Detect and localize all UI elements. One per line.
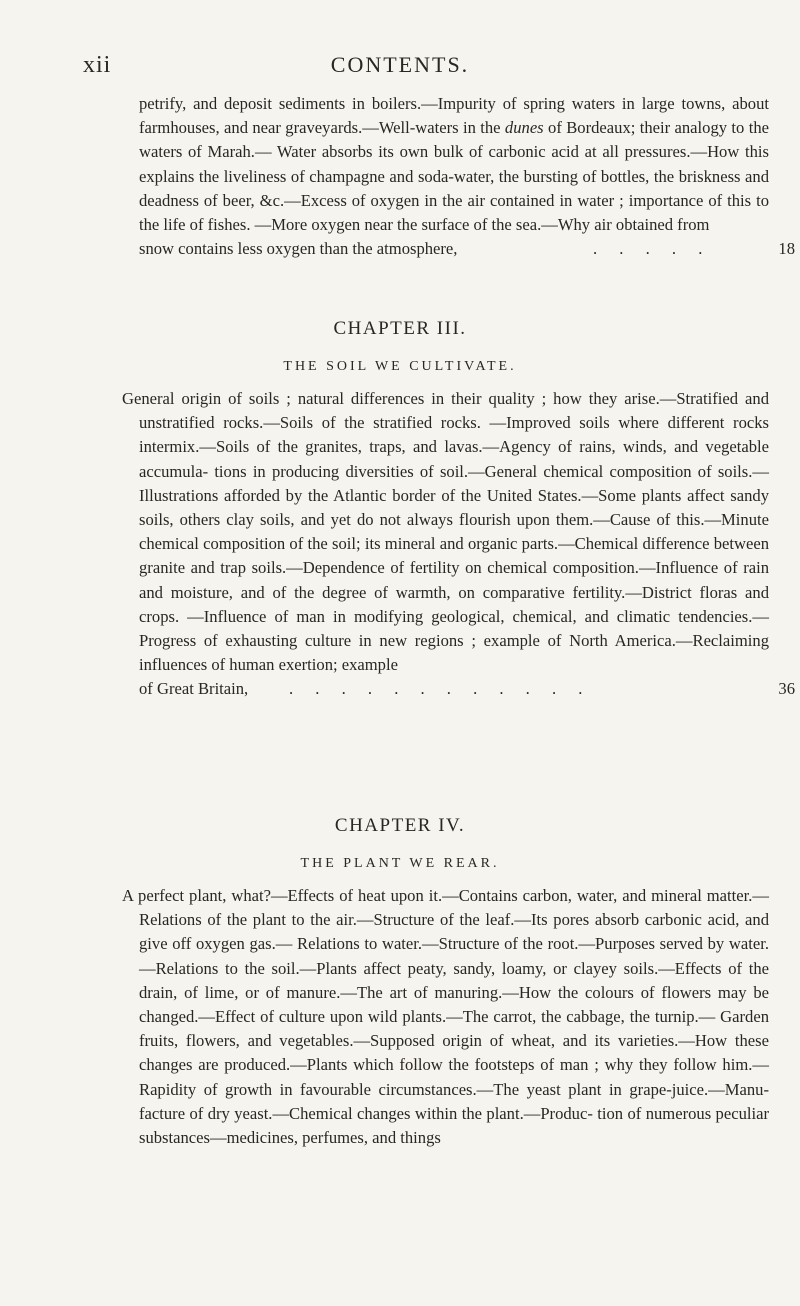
page-number: xii	[83, 52, 112, 78]
chapter-3-summary	[122, 387, 795, 702]
chapter-4-summary	[122, 884, 769, 1150]
running-title: CONTENTS.	[330, 52, 470, 77]
chapter-3-subtitle: THE SOIL WE CULTIVATE.	[283, 359, 517, 374]
chapter-3-ref-line	[139, 677, 795, 701]
chapter-3-heading: CHAPTER III.	[333, 318, 467, 339]
chapter-4-body: A perfect plant, what?—Effects of heat upon it.—Contains carbon, water, and mineral matter.—Relations of the plant to the air.—Structure of the leaf.—Its pores absorb carbonic acid, and give off oxygen gas.— Relations to water.—Structure of the root.—Purposes served by water.—Relations to the soil.—Plants affect peaty, sandy, loamy, or clayey soils.—Effects of the drain, of lime, or of manure.—The art of manuring.—How the colours of flowers may be changed.—Effect of culture upon wild plants.—The carrot, the cabbage, the turnip.— Garden fruits, flowers, and vegetables.—Supposed origin of wheat, and its varieties.—How these changes are produced.—Plants which follow the footsteps of man ; why they follow him.—Rapidity of growth in favourable circumstances.—The yeast plant in grape-juice.—Manu- facture of dry yeast.—Chemical changes within the plant.—Produc- tion of numerous peculiar substances—medicines, perfumes, and things	[122, 886, 769, 1148]
chapter-3-leader-dots: . . . . . . . . . . . .	[289, 679, 592, 699]
chapter-4-subtitle: THE PLANT WE REAR.	[300, 856, 500, 871]
intro-page-ref: 18	[778, 239, 795, 259]
chapter-3-body: General origin of soils ; natural differences in their quality ; how they arise.—Stratified and unstratified rocks.—Soils of the stratified rocks. —Improved soils where different rocks intermix.—Soils of the granites, traps, and lavas.—Agency of rains, winds, and vegetable accumula- tions in producing diversities of soil.—General chemical composition of soils.—Illustrations afforded by the Atlantic border of the United States.—Some plants affect sandy soils, others clay soils, and yet do not always flourish upon them.—Cause of this.—Minute chemical composition of the soil; its mineral and organic parts.—Chemical difference between granite and trap soils.—Dependence of fertility on chemical composition.—Influence of rain and moisture, and of the degree of warmth, on comparative fertility.—District floras and crops. —Influence of man in modifying geological, chemical, and climatic tendencies.—Progress of exhausting culture in new regions ; example of North America.—Reclaiming influences of human exertion; example	[122, 389, 769, 675]
intro-text-after: of Bordeaux; their analogy to the waters of Marah.— Water absorbs its own bulk of carbonic acid at all pressures.—How this explains the liveliness of champagne and soda-water, the bursting of bottles, the briskness and deadness of beer, &c.—Excess of oxygen in the air contained in water ; importance of this to the life of fishes. —More oxygen near the surface of the sea.—Why air obtained from	[139, 118, 769, 235]
intro-ref-line	[139, 237, 795, 261]
intro-last-line: snow contains less oxygen than the atmosphere,	[139, 239, 458, 259]
intro-italic-word: dunes	[504, 118, 544, 138]
chapter-3-page-ref: 36	[778, 679, 795, 699]
intro-text-before: petrify, and deposit sediments in boilers.—Impurity of spring waters in large towns, about farmhouses, and near graveyards.—Well-waters in the	[139, 94, 769, 138]
running-head	[0, 52, 800, 86]
chapter-4-heading: CHAPTER IV.	[334, 815, 466, 836]
intro-paragraph	[139, 92, 795, 261]
intro-leader-dots: . . . . .	[593, 239, 712, 259]
intro-body	[139, 92, 769, 237]
chapter-3-last-line: of Great Britain,	[139, 679, 249, 699]
